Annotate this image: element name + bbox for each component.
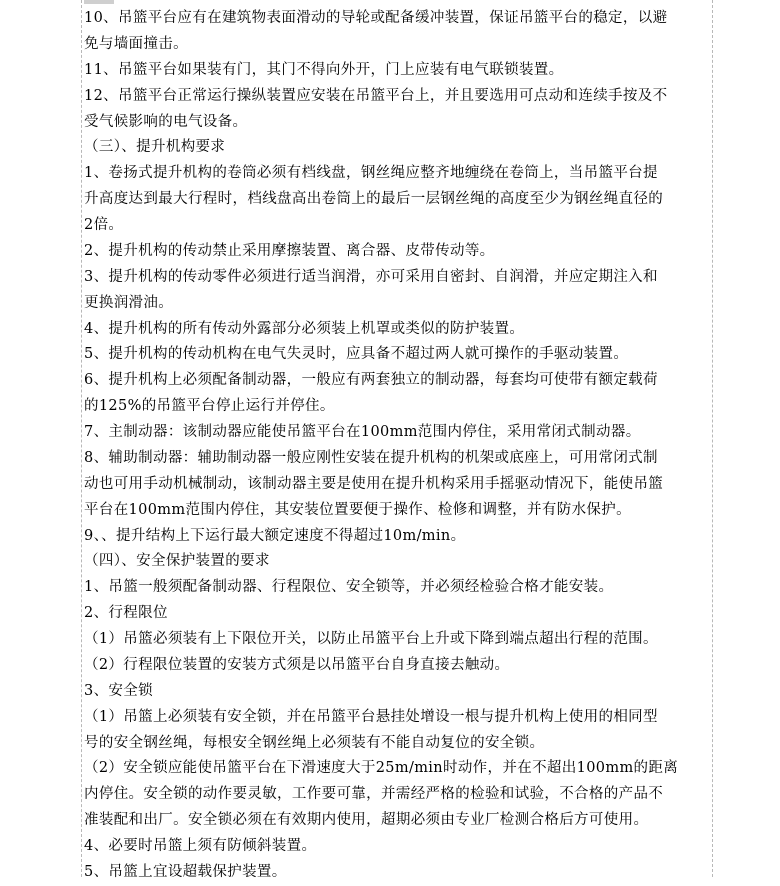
section-heading: （四）、安全保护装置的要求 [84,553,270,570]
text-line: 更换润滑油。 [84,294,174,311]
text-line: 3、提升机构的传动零件必须进行适当润滑，亦可采用自密封、自润滑，并应定期注入和 [84,268,658,285]
right-margin-guide [712,0,713,877]
text-line: （2）安全锁应能使吊篮平台在下滑速度大于25m/min时动作，并在不超出100mm的距离 [84,760,679,777]
text-line: 升高度达到最大行程时，档线盘高出卷筒上的最后一层钢丝绳的高度至少为钢丝绳直径的 [84,191,664,208]
text-line: 12、吊篮平台正常运行操纵装置应安装在吊篮平台上，并且要选用可点动和连续手按及不 [84,87,668,104]
text-line: 准装配和出厂。安全锁必须在有效期内使用，超期必须由专业厂检测合格后方可使用。 [84,812,649,829]
section-heading: （三）、提升机构要求 [84,139,226,156]
text-line: （1）吊篮上必须装有安全锁，并在吊篮平台悬挂处增设一根与提升机构上使用的相同型 [84,708,658,725]
text-line: 6、提升机构上必须配备制动器，一般应有两套独立的制动器，每套均可使带有额定载荷 [84,372,658,389]
text-line: 1、吊篮一般须配备制动器、行程限位、安全锁等，并必须经检验合格才能安装。 [84,579,614,596]
text-line: 内停住。安全锁的动作要灵敏，工作要可靠，并需经严格的检验和试验，不合格的产品不 [84,786,664,803]
text-line: 3、安全锁 [84,682,153,699]
text-line: 动也可用手动机械制动，该制动器主要是使用在提升机构采用手摇驱动情况下，能使吊篮 [84,475,664,492]
text-line: 5、提升机构的传动机构在电气失灵时，应具备不超过两人就可操作的手驱动装置。 [84,346,629,363]
text-line: 7、主制动器：该制动器应能使吊篮平台在100mm范围内停住，采用常闭式制动器。 [84,424,641,440]
text-line: 10、吊篮平台应有在建筑物表面滑动的导轮或配备缓冲装置，保证吊篮平台的稳定，以避 [84,10,668,26]
text-line: （2）行程限位装置的安装方式须是以吊篮平台自身直接去触动。 [84,656,510,673]
text-line: 2、行程限位 [84,605,168,622]
text-line: 平台在100mm范围内停住，其安装位置要便于操作、检修和调整，并有防水保护。 [84,501,631,518]
text-line: 9、、提升结构上下运行最大额定速度不得超过10m/min。 [84,527,466,544]
text-line: 2倍。 [84,217,124,233]
document-body [84,6,710,886]
left-margin-guide [81,0,82,877]
text-line: （1）吊篮必须装有上下限位开关，以防止吊篮平台上升或下降到端点超出行程的范围。 [84,631,658,647]
text-line: 4、提升机构的所有传动外露部分必须装上机罩或类似的防护装置。 [84,320,525,337]
text-line: 受气候影响的电气设备。 [84,113,248,130]
text-line: 8、辅助制动器：辅助制动器一般应刚性安装在提升机构的机架或底座上，可用常闭式制 [84,449,658,466]
clipped-text-fragment [84,0,114,4]
text-line: 1、卷扬式提升机构的卷筒必须有档线盘，钢丝绳应整齐地缠绕在卷筒上，当吊篮平台提 [84,165,658,182]
text-line: 免与墙面撞击。 [84,35,188,52]
text-line: 11、吊篮平台如果装有门，其门不得向外开，门上应装有电气联锁装置。 [84,61,564,78]
text-line: 的125%的吊篮平台停止运行并停住。 [84,398,335,415]
text-line: 2、提升机构的传动禁止采用摩擦装置、离合器、皮带传动等。 [84,242,495,259]
text-line: 5、吊篮上宜设超载保护装置。 [84,863,287,880]
text-line: 4、必要时吊篮上须有防倾斜装置。 [84,838,317,854]
text-line: 号的安全钢丝绳，每根安全钢丝绳上必须装有不能自动复位的安全锁。 [84,734,545,751]
